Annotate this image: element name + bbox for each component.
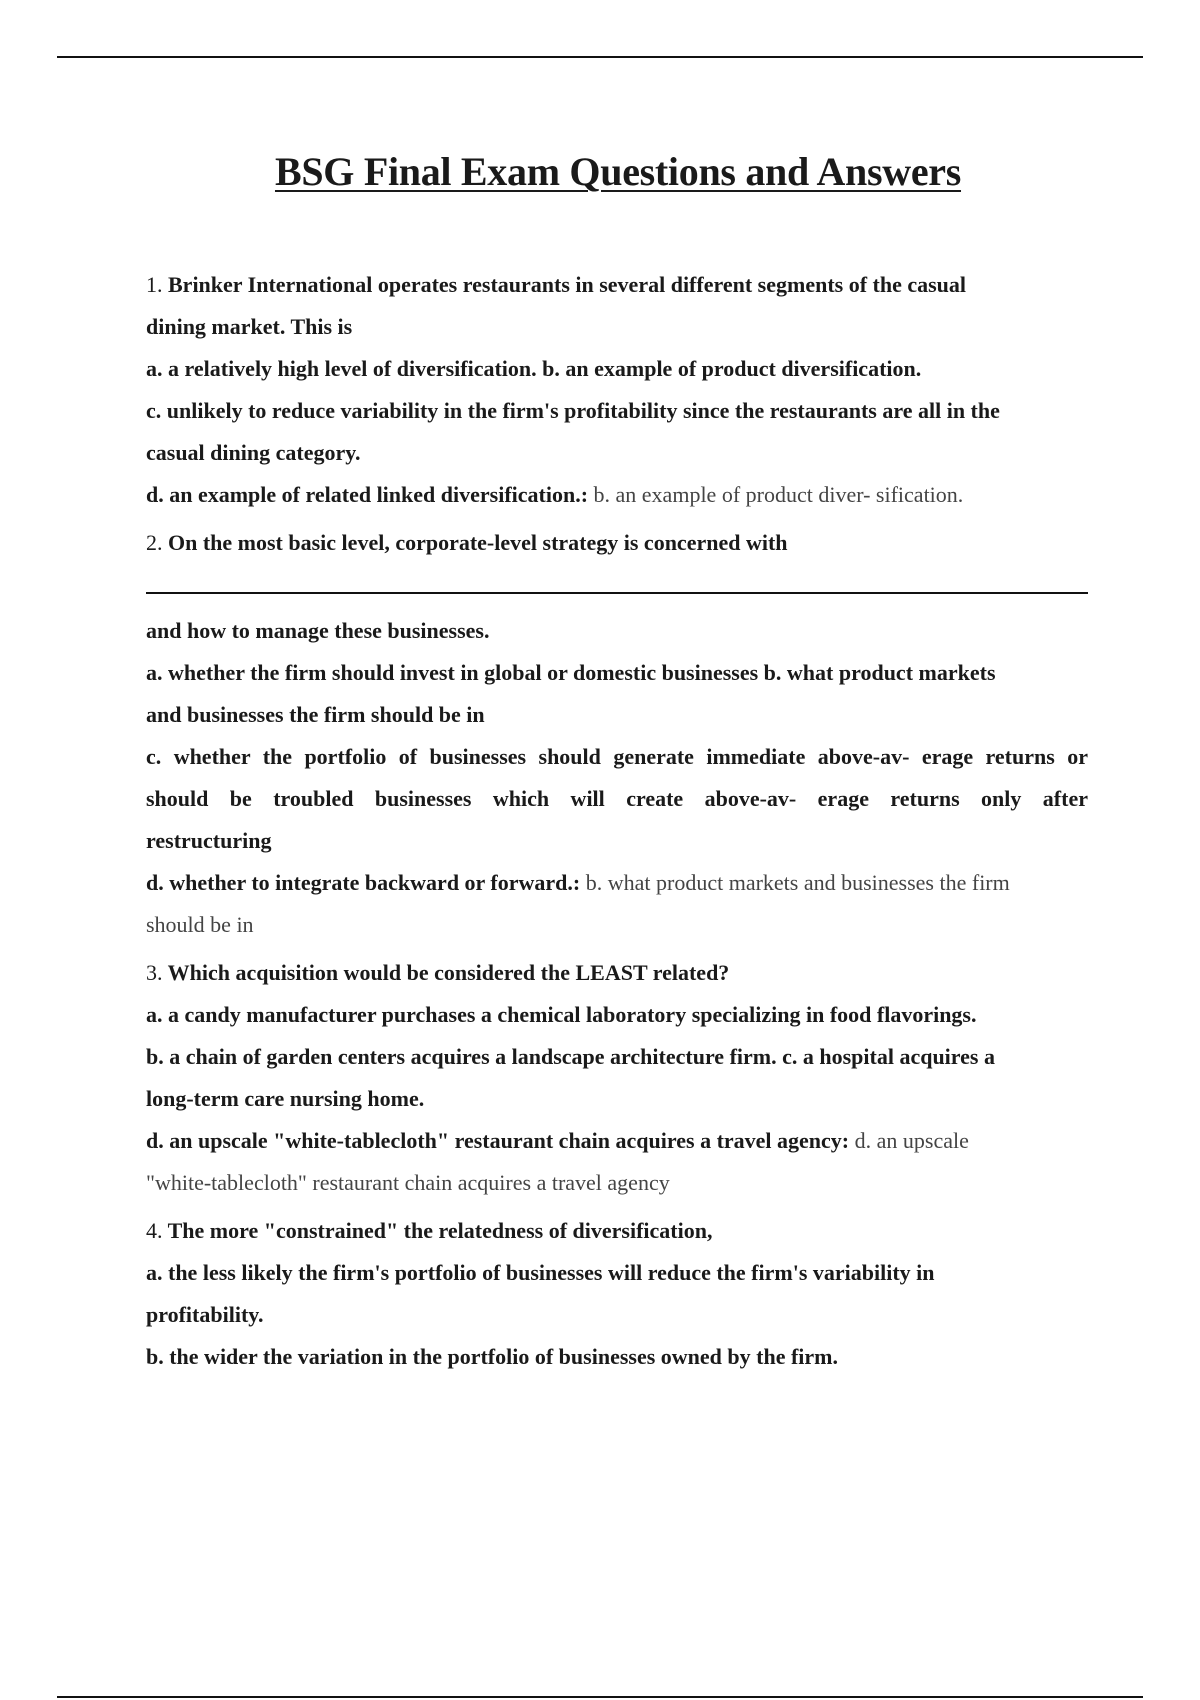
q2-stem [146,522,1088,564]
q4-option-b: b. the wider the variation in the portfolio of businesses owned by the firm. [146,1344,838,1369]
q1-option-c-line2: casual dining category. [146,440,361,465]
q1-number: 1. [146,272,163,297]
q3-answer-line2: "white-tablecloth" restaurant chain acquires a travel agency [146,1170,670,1195]
q3-number: 3. [146,960,163,985]
top-rule [57,56,1143,58]
q3-stem-text: Which acquisition would be considered the LEAST related? [167,960,730,985]
q1-stem-line1: Brinker International operates restaurants in several different segments of the casual [168,272,967,297]
q2-options-ab-line2: and businesses the firm should be in [146,702,485,727]
q1-option-c-line1: c. unlikely to reduce variability in the firm's profitability since the restaurants are all in the [146,398,1000,423]
q1-option-d-text: d. an example of related linked diversification.: [146,482,589,507]
q2-number: 2. [146,530,163,555]
q2-answer-line2: should be in [146,912,254,937]
q2-option-d [146,862,1088,904]
q2-stem-cont: and how to manage these businesses. [146,618,490,643]
q3-stem [146,952,1088,994]
page-title: BSG Final Exam Questions and Answers [274,149,962,194]
q1-option-d [146,474,1088,516]
q1-answer: b. an example of product diver- sification. [588,482,964,507]
q1-stem [146,264,1088,306]
q1-stem-line2: dining market. This is [146,314,353,339]
q3-option-d-text: d. an upscale "white-tablecloth" restaurant chain acquires a travel agency: [146,1128,850,1153]
q3-option-d [146,1120,1088,1162]
q2-option-d-text: d. whether to integrate backward or forward.: [146,870,581,895]
q2-option-c-line2: should be troubled businesses which will create above-av- erage returns only after [146,786,1088,811]
q2-option-c-line3: restructuring [146,828,272,853]
q2-fill-in-blank [146,592,1088,594]
q1-options-ab: a. a relatively high level of diversification. b. an example of product diversification. [146,356,922,381]
bottom-rule [57,1696,1143,1698]
q4-option-a-line2: profitability. [146,1302,264,1327]
q4-number: 4. [146,1218,163,1243]
q2-options-ab-line1: a. whether the firm should invest in global or domestic businesses b. what product markets [146,660,996,685]
document-body [146,264,1088,1378]
q3-option-a: a. a candy manufacturer purchases a chemical laboratory specializing in food flavorings. [146,1002,977,1027]
q3-options-bc-line1: b. a chain of garden centers acquires a landscape architecture firm. c. a hospital acquires a [146,1044,995,1069]
q2-option-c-line1: c. whether the portfolio of businesses should generate immediate above-av- erage returns or [146,744,1088,769]
q2-answer-line1: b. what product markets and businesses the firm [580,870,1010,895]
q3-answer-line1: d. an upscale [849,1128,969,1153]
q4-stem [146,1210,1088,1252]
q4-stem-text: The more "constrained" the relatedness of diversification, [167,1218,713,1243]
q2-stem-text: On the most basic level, corporate-level strategy is concerned with [168,530,788,555]
q4-option-a-line1: a. the less likely the firm's portfolio of businesses will reduce the firm's variability in [146,1260,935,1285]
q3-options-bc-line2: long-term care nursing home. [146,1086,425,1111]
